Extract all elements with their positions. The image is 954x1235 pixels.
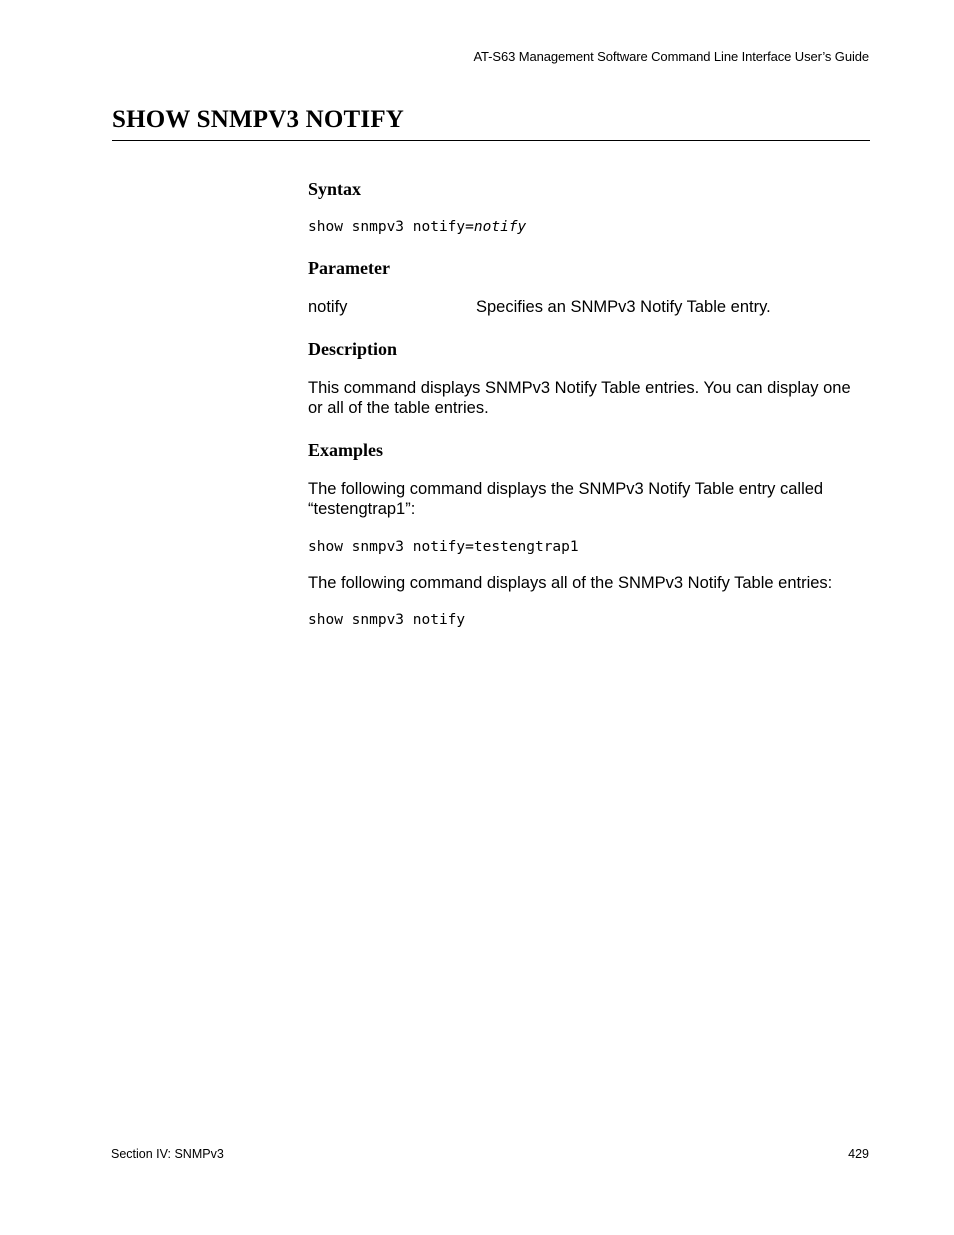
example-code-1: show snmpv3 notify=testengtrap1 <box>308 539 579 555</box>
syntax-heading: Syntax <box>308 179 362 199</box>
description-text: This command displays SNMPv3 Notify Table entries. You can display one or all of the table entries. <box>308 379 851 417</box>
examples-heading: Examples <box>308 440 384 460</box>
example-code-2: show snmpv3 notify <box>308 612 466 628</box>
parameter-description: Specifies an SNMPv3 Notify Table entry. <box>476 298 771 316</box>
description-heading: Description <box>308 339 397 359</box>
syntax-command-prefix: show snmpv3 notify= <box>308 219 474 235</box>
page-title: SHOW SNMPV3 NOTIFY <box>112 106 405 133</box>
example-intro-1: The following command displays the SNMPv3 Notify Table entry called “testengtrap1”: <box>308 480 824 518</box>
footer-section: Section IV: SNMPv3 <box>111 1147 224 1161</box>
parameter-heading: Parameter <box>308 258 390 278</box>
title-rule <box>112 140 870 141</box>
parameter-name: notify <box>308 298 348 316</box>
running-header: AT-S63 Management Software Command Line Interface User’s Guide <box>473 49 869 64</box>
example-intro-2: The following command displays all of the SNMPv3 Notify Table entries: <box>308 574 833 592</box>
syntax-command-variable: notify <box>473 219 527 235</box>
footer-page-number: 429 <box>848 1147 869 1161</box>
syntax-command <box>308 218 526 236</box>
